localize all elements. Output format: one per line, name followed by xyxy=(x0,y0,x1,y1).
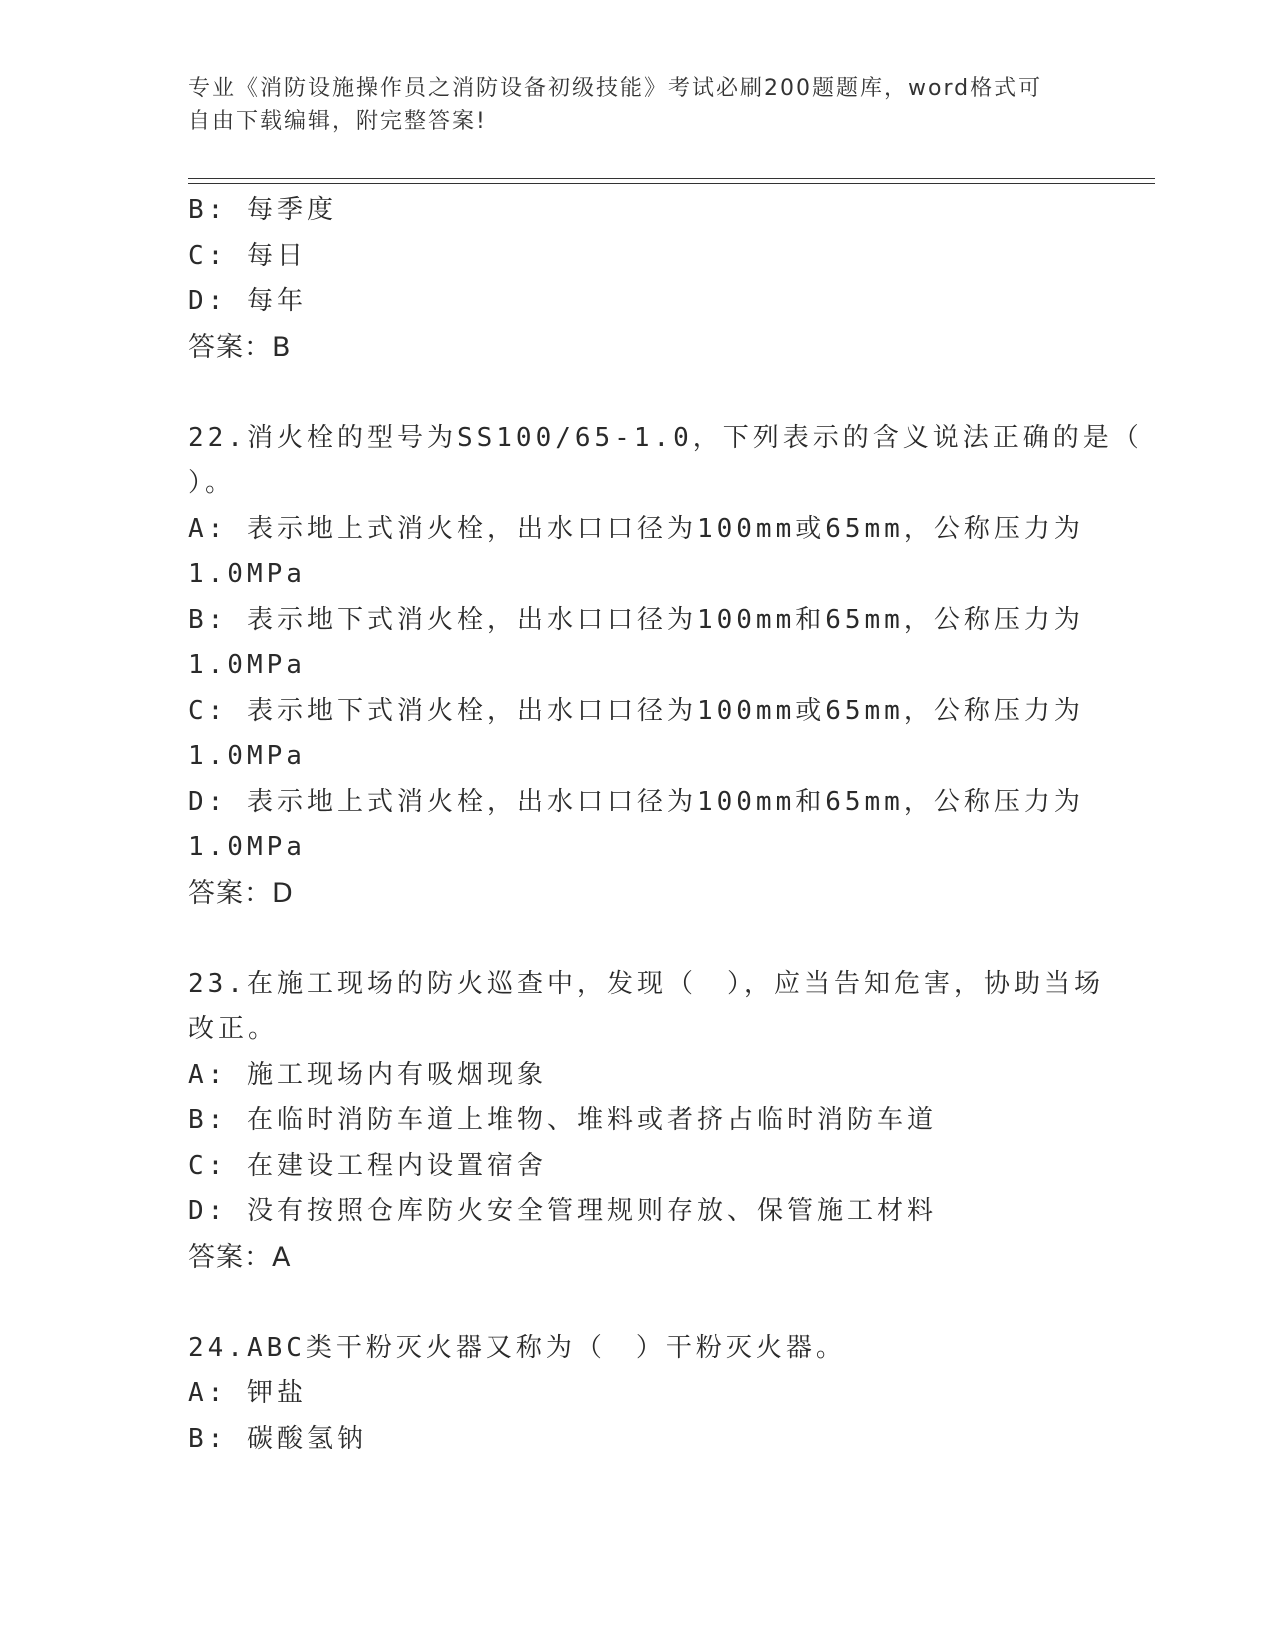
question-23 xyxy=(188,962,1104,1281)
q22-option-a: A: 表示地上式消火栓，出水口口径为100mm或65mm，公称压力为 xyxy=(188,513,1084,544)
q22-option-d: D: 表示地上式消火栓，出水口口径为100mm和65mm，公称压力为 xyxy=(188,786,1084,817)
document-header xyxy=(188,72,1088,138)
header-line-1: 专业《消防设施操作员之消防设备初级技能》考试必刷200题题库，word格式可 xyxy=(188,76,1043,101)
q21-option-c: C: 每日 xyxy=(188,240,307,271)
q23-option-c: C: 在建设工程内设置宿舍 xyxy=(188,1150,547,1181)
q23-option-b: B: 在临时消防车道上堆物、堆料或者挤占临时消防车道 xyxy=(188,1105,937,1135)
q22-option-b-cont: 1.0MPa xyxy=(188,650,306,680)
header-divider-bottom xyxy=(188,183,1155,184)
q22-stem-line-1: 22.消火栓的型号为SS100/65-1.0，下列表示的含义说法正确的是（ xyxy=(188,422,1143,453)
q22-option-c-cont: 1.0MPa xyxy=(188,741,306,771)
question-24 xyxy=(188,1326,1088,1463)
q22-option-c: C: 表示地下式消火栓，出水口口径为100mm或65mm，公称压力为 xyxy=(188,695,1084,726)
q23-option-a: A: 施工现场内有吸烟现象 xyxy=(188,1059,547,1090)
q21-option-d: D: 每年 xyxy=(188,286,307,316)
header-line-2: 自由下载编辑，附完整答案! xyxy=(188,109,487,134)
question-21 xyxy=(188,188,1088,370)
spacer xyxy=(188,916,1088,962)
q23-option-d: D: 没有按照仓库防火安全管理规则存放、保管施工材料 xyxy=(188,1196,937,1226)
header-divider-top xyxy=(188,178,1155,179)
q22-option-d-cont: 1.0MPa xyxy=(188,832,306,862)
q21-option-b: B: 每季度 xyxy=(188,195,337,225)
q24-stem-line-1: 24.ABC类干粉灭火器又称为（ ）干粉灭火器。 xyxy=(188,1332,846,1363)
q22-option-b: B: 表示地下式消火栓，出水口口径为100mm和65mm，公称压力为 xyxy=(188,604,1084,635)
q23-stem-line-1: 23.在施工现场的防火巡查中，发现（ ），应当告知危害，协助当场 xyxy=(188,968,1104,999)
question-22 xyxy=(188,416,1143,917)
q24-option-a: A: 钾盐 xyxy=(188,1378,307,1408)
q23-stem-line-2: 改正。 xyxy=(188,1014,279,1044)
question-content xyxy=(188,188,1143,1462)
q22-stem-line-2: ）。 xyxy=(188,468,236,498)
q23-answer: 答案：A xyxy=(188,1241,292,1273)
spacer xyxy=(188,1280,1088,1326)
spacer xyxy=(188,370,1088,416)
q21-answer: 答案：B xyxy=(188,331,292,363)
q22-answer: 答案：D xyxy=(188,877,294,909)
q24-option-b: B: 碳酸氢钠 xyxy=(188,1423,367,1454)
q22-option-a-cont: 1.0MPa xyxy=(188,559,306,589)
